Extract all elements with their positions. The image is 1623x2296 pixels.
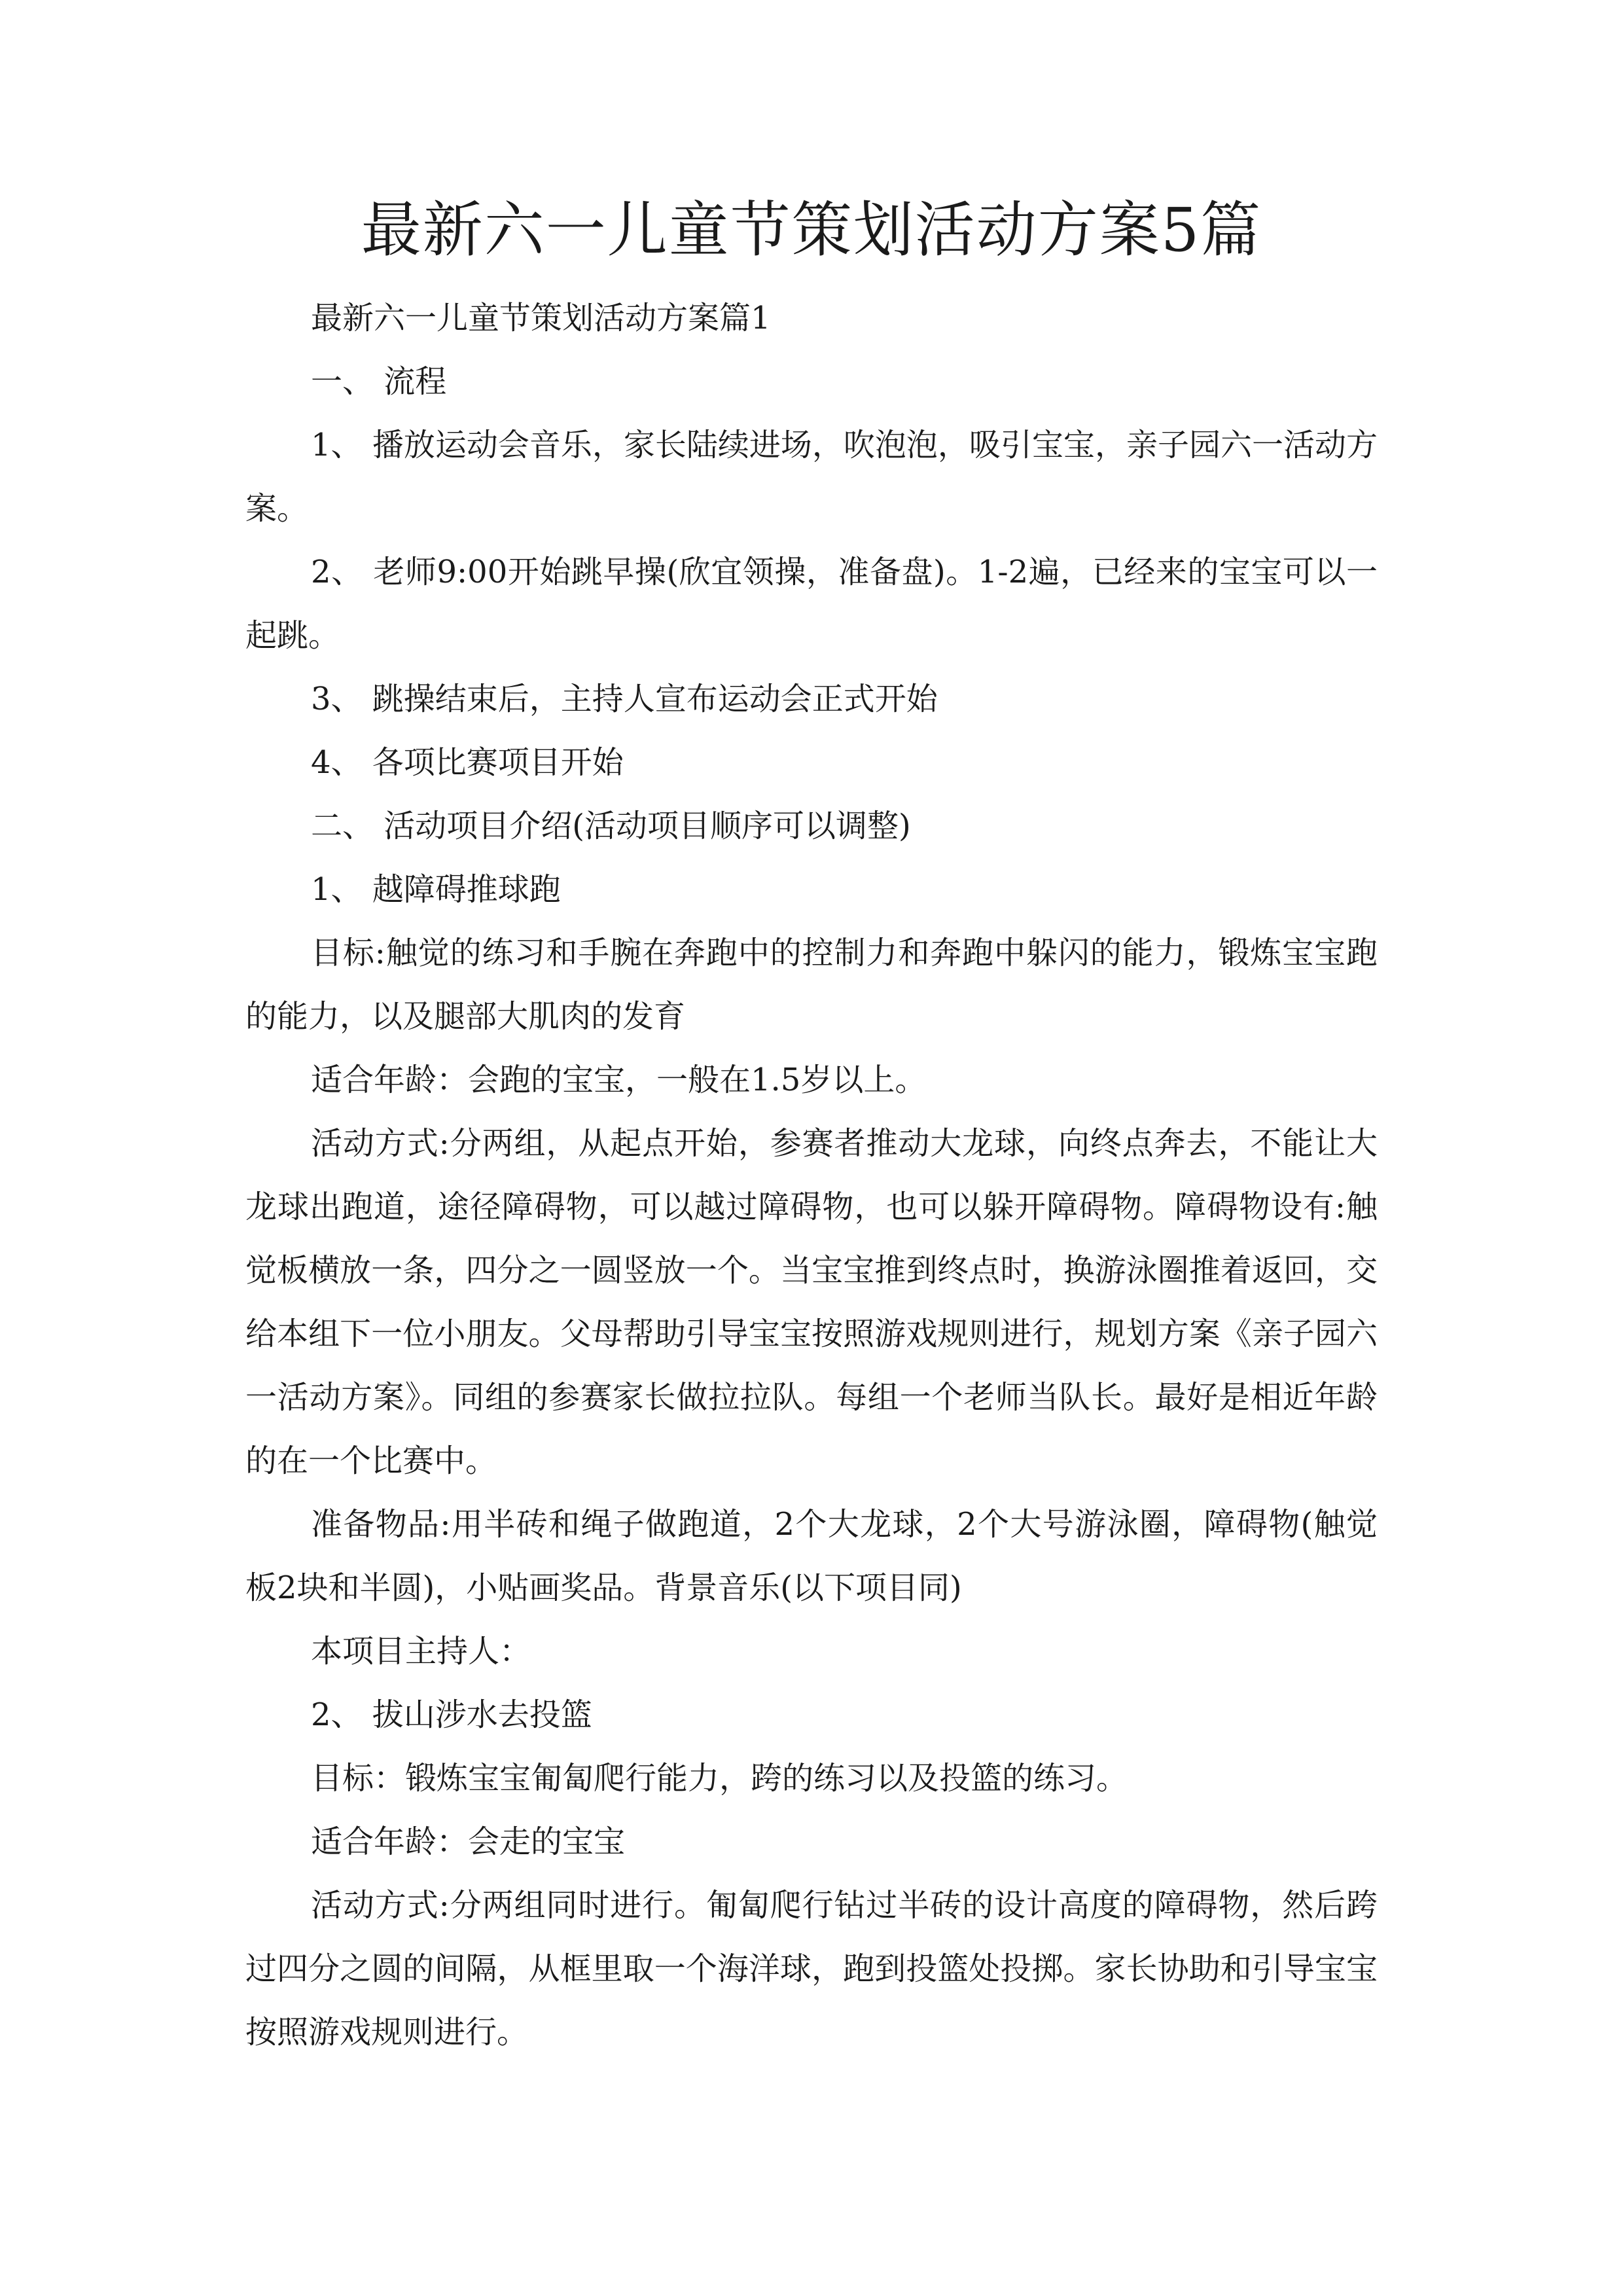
- paragraph-step-4: 4、 各项比赛项目开始: [311, 744, 624, 781]
- paragraph-activity-1-title: 1、 越障碍推球跑: [311, 871, 561, 908]
- paragraph-heading-process: 一、 流程: [311, 363, 447, 400]
- paragraph-activity-2-method: 活动方式:分两组同时进行。匍匐爬行钻过半砖的设计高度的障碍物，然后跨过四分之圆的间隔，从框里取一个海洋球，跑到投篮处投掷。家长协助和引导宝宝按照游戏规则进行。: [245, 1887, 1378, 2051]
- paragraph-step-3: 3、 跳操结束后，主持人宣布运动会正式开始: [311, 681, 938, 717]
- document-title: 最新六一儿童节策划活动方案5篇: [361, 195, 1262, 265]
- paragraph-activity-2-goal: 目标：锻炼宝宝匍匐爬行能力，跨的练习以及投篮的练习。: [311, 1760, 1128, 1797]
- paragraph-activity-1-materials: 准备物品:用半砖和绳子做跑道，2个大龙球，2个大号游泳圈，障碍物(触觉板2块和半圆)，小贴画奖品。背景音乐(以下项目同): [245, 1506, 1378, 1606]
- paragraph-step-2: 2、 老师9:00开始跳早操(欣宜领操，准备盘)。1-2遍，已经来的宝宝可以一起跳。: [245, 554, 1378, 654]
- paragraph-activity-1-host: 本项目主持人：: [311, 1633, 531, 1670]
- paragraph-activity-2-title: 2、 拔山涉水去投篮: [311, 1696, 592, 1733]
- paragraph-heading-activities: 二、 活动项目介绍(活动项目顺序可以调整): [311, 808, 911, 844]
- paragraph-activity-2-age: 适合年龄：会走的宝宝: [311, 1823, 626, 1860]
- paragraph-activity-1-goal: 目标:触觉的练习和手腕在奔跑中的控制力和奔跑中躲闪的能力，锻炼宝宝跑的能力，以及腿部大肌肉的发育: [245, 935, 1378, 1035]
- document-body: [245, 287, 1378, 2064]
- paragraph-step-1: 1、 播放运动会音乐，家长陆续进场，吹泡泡，吸引宝宝，亲子园六一活动方案。: [245, 427, 1378, 527]
- paragraph-activity-1-age: 适合年龄：会跑的宝宝，一般在1.5岁以上。: [311, 1062, 927, 1098]
- paragraph-activity-1-method: 活动方式:分两组，从起点开始，参赛者推动大龙球，向终点奔去，不能让大龙球出跑道，途径障碍物，可以越过障碍物，也可以躲开障碍物。障碍物设有:触觉板横放一条，四分之一圆竖放一个。当宝宝推到终点时，换游泳圈推着返回，交给本组下一位小朋友。父母帮助引导宝宝按照游戏规则进行，规划方案《亲子园六一活动方案》。同组的参赛家长做拉拉队。每组一个老师当队长。最好是相近年龄的在一个比赛中。: [245, 1125, 1378, 1479]
- paragraph-section-heading: 最新六一儿童节策划活动方案篇1: [311, 300, 771, 336]
